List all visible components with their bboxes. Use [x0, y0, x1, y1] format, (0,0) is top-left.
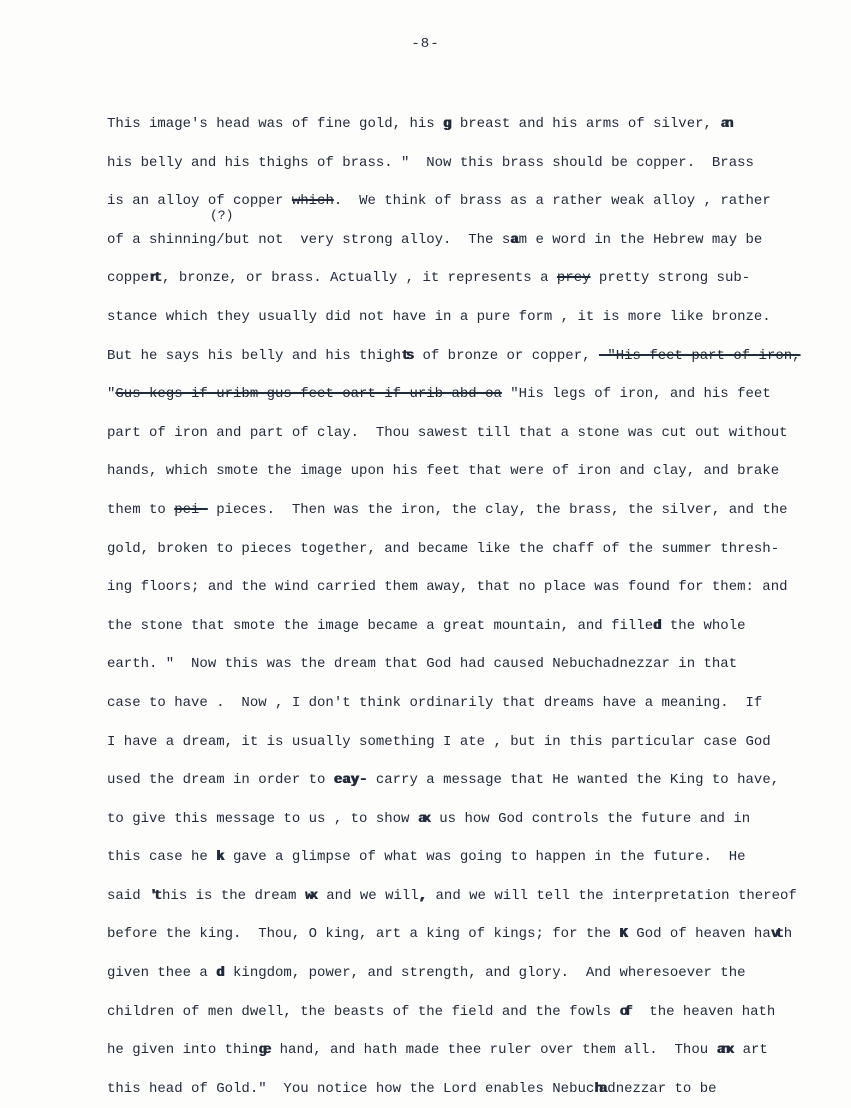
typed-text: the whole: [661, 617, 746, 634]
typed-text: breast and his arms of silver,: [451, 116, 721, 132]
typed-text: is an alloy of copper: [107, 193, 292, 210]
overtyped-text: ax: [417, 810, 428, 827]
typed-text: and we will: [317, 887, 419, 904]
overtyped-text: ,: [418, 887, 428, 904]
text-line: [107, 375, 807, 414]
overtyped-text: an: [720, 116, 730, 132]
overtyped-text: ge: [258, 1042, 268, 1059]
overtyped-text: ts: [401, 347, 411, 364]
text-line: [107, 684, 807, 723]
overtyped-text: d: [216, 965, 225, 982]
typed-text: case to have . Now , I don't think ordinarily that dreams have a meaning. If: [107, 694, 763, 711]
page-number: -8-: [411, 36, 440, 52]
typed-text: this head of Gold." You notice how the Lord enables Nebuc: [107, 1080, 595, 1097]
text-line: [107, 414, 807, 453]
text-line: [107, 761, 807, 800]
handwritten-question-annotation: (?): [210, 208, 234, 223]
typed-text: ing floors; and the wind carried them away, that no place was found for them: and: [107, 579, 788, 596]
typed-text: pretty strong sub-: [590, 270, 751, 287]
typed-text: gold, broken to pieces together, and became like the chaff of the summer thresh-: [107, 540, 780, 557]
typed-text: art: [734, 1042, 768, 1059]
struck-text: pei-: [174, 501, 208, 518]
overtyped-text: wx: [304, 887, 315, 904]
text-line: [107, 838, 807, 877]
document-body: [107, 105, 807, 1108]
typed-text: pieces. Then was the iron, the clay, the brass, the silver, and the: [207, 501, 788, 518]
typed-text: . We think of brass as a rather weak alloy , rather: [333, 193, 771, 210]
overtyped-text: of: [619, 1003, 629, 1020]
typed-text: earth. " Now this was the dream that God had caused Nebuchadnezzar in that: [107, 656, 738, 673]
typed-text: them to: [107, 501, 175, 518]
typed-text: used the dream in order to: [107, 772, 334, 789]
typed-text: hand, and hath made thee ruler over them all. Thou: [271, 1042, 717, 1059]
text-line: [107, 877, 807, 916]
typed-text: , bronze, or brass. Actually , it represents a: [162, 270, 557, 287]
struck-text: -"His feet part of iron,: [598, 347, 801, 364]
typed-text: gave a glimpse of what was going to happen in the future. He: [224, 849, 746, 866]
typed-text: stance which they usually did not have in a pure form , it is more like bronze.: [107, 308, 771, 325]
typed-text: said: [107, 887, 150, 904]
typed-text: h: [783, 926, 793, 943]
text-line: [107, 915, 807, 954]
text-line: [107, 800, 807, 839]
text-line: [107, 452, 807, 491]
typed-text: part of iron and part of clay. Thou sawest till that a stone was cut out without: [107, 424, 788, 441]
text-line: [107, 568, 807, 607]
text-line: [107, 1031, 807, 1070]
typed-text: God of heaven ha: [627, 926, 771, 943]
typed-text: I have a dream, it is usually something I ate , but in this particular case God: [107, 733, 771, 750]
typed-text: coppe: [107, 270, 150, 287]
typed-text: carry a message that He wanted the King to have,: [367, 772, 780, 789]
struck-text: Gus kegs if uribm gus feet oart if urib abd oa: [115, 386, 502, 403]
overtyped-text: ha: [594, 1080, 604, 1097]
text-line: [107, 105, 807, 144]
overtyped-text: k: [216, 849, 225, 866]
overtyped-text: a: [510, 231, 519, 248]
typed-text: this case he: [107, 849, 217, 866]
text-line: [107, 259, 807, 298]
text-line: [107, 337, 807, 376]
typed-text: kingdom, power, and strength, and glory. And wheresoever the: [224, 965, 746, 982]
struck-text: which: [291, 193, 334, 210]
struck-text: prey: [556, 270, 591, 287]
text-line: [107, 993, 807, 1032]
typed-text: But he says his belly and his thigh: [107, 347, 402, 364]
text-line: [107, 723, 807, 762]
typed-text: children of men dwell, the beasts of the field and the fowls: [107, 1003, 620, 1020]
typed-text: he given into thin: [107, 1042, 259, 1059]
typed-text: us how God controls the future and in: [430, 810, 751, 827]
text-line: [107, 645, 807, 684]
overtyped-text: g: [443, 116, 452, 132]
typed-text: of a shinning/but not very strong alloy. The s: [107, 231, 511, 248]
typed-text: "His legs of iron, and his feet: [501, 386, 771, 403]
overtyped-text: d: [653, 617, 662, 634]
text-line: [107, 1070, 807, 1108]
text-line: [107, 221, 807, 260]
overtyped-text: rt: [149, 270, 159, 287]
typed-text: and we will tell the interpretation thereof: [427, 887, 797, 904]
overtyped-text: vt: [770, 926, 780, 943]
typed-text: hands, which smote the image upon his feet that were of iron and clay, and brake: [107, 463, 780, 480]
text-line: [107, 954, 807, 993]
typed-text: his is the dream: [162, 887, 305, 904]
typed-text: before the king. Thou, O king, art a king of kings; for the: [107, 926, 620, 943]
overtyped-text: K: [619, 926, 628, 943]
text-line: [107, 491, 807, 530]
typed-text: the stone that smote the image became a great mountain, and fille: [107, 617, 654, 634]
typed-text: ": [107, 386, 116, 403]
typed-text: to give this message to us , to show: [107, 810, 418, 827]
typed-text: dnezzar to be: [607, 1080, 717, 1097]
typed-text: the heaven hath: [632, 1003, 776, 1020]
overtyped-text: anx: [716, 1042, 731, 1059]
typed-text: of bronze or copper,: [414, 347, 599, 364]
text-line: [107, 298, 807, 337]
typed-text: his belly and his thighs of brass. " Now this brass should be copper. Brass: [107, 154, 754, 171]
text-line: [107, 607, 807, 646]
text-line: [107, 144, 807, 183]
typed-text: given thee a: [107, 965, 217, 982]
text-line: [107, 530, 807, 569]
overtyped-text: eay-: [333, 772, 368, 789]
typed-text: m e word in the Hebrew may be: [518, 231, 763, 248]
overtyped-text: 't: [149, 887, 159, 904]
typed-text: This image's head was of fine gold, his: [107, 116, 444, 132]
